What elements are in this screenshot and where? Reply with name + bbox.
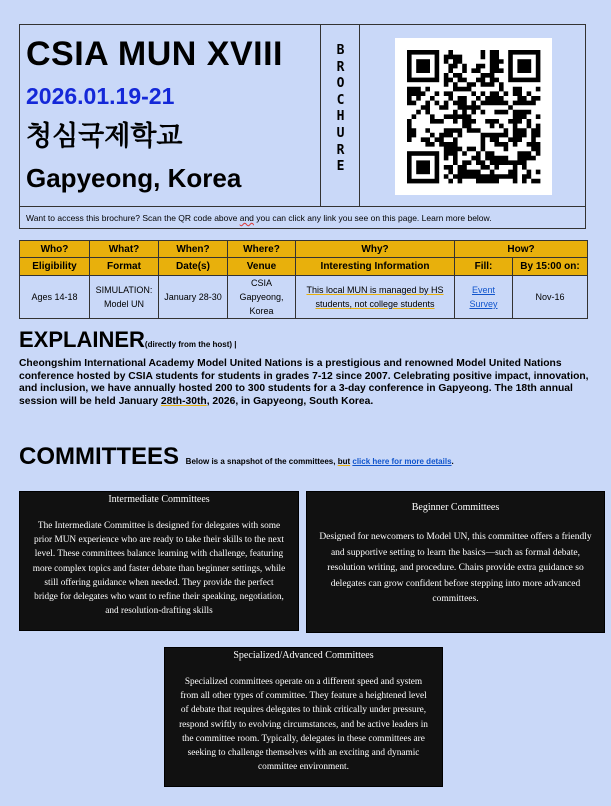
cell-format: SIMULATION: Model UN bbox=[90, 276, 159, 319]
explainer-heading: EXPLAINER(directly from the host) | bbox=[19, 327, 237, 352]
subheader-fill: Fill: bbox=[455, 258, 513, 276]
subheader-dates: Date(s) bbox=[159, 258, 228, 276]
beginner-committee-card bbox=[306, 491, 605, 633]
vertical-letter: B bbox=[336, 43, 345, 58]
qr-code-icon[interactable] bbox=[395, 38, 552, 195]
card-title: Specialized/Advanced Committees bbox=[233, 650, 374, 661]
qr-panel bbox=[360, 25, 585, 206]
header-who: Who? bbox=[20, 241, 90, 258]
card-title: Intermediate Committees bbox=[108, 494, 210, 505]
info-table bbox=[19, 240, 588, 319]
conference-title: CSIA MUN XVIII bbox=[26, 35, 283, 73]
cell-eligibility: Ages 14-18 bbox=[20, 276, 90, 319]
committees-note: Below is a snapshot of the committees, but click here for more details. bbox=[185, 457, 454, 466]
vertical-letter: E bbox=[336, 159, 345, 175]
subheader-deadline: By 15:00 on: bbox=[513, 258, 588, 276]
conference-dates: 2026.01.19-21 bbox=[26, 83, 175, 109]
conference-location: Gapyeong, Korea bbox=[26, 163, 242, 193]
table-row bbox=[20, 276, 588, 319]
header-where: Where? bbox=[228, 241, 296, 258]
school-name-korean: 청심국제학교 bbox=[26, 121, 183, 151]
header-title-panel bbox=[20, 25, 321, 206]
brochure-header bbox=[19, 24, 586, 229]
cell-venue: CSIA Gapyeong, Korea bbox=[228, 276, 296, 319]
card-title: Beginner Committees bbox=[411, 502, 500, 513]
header-why: Why? bbox=[296, 241, 455, 258]
access-note: Want to access this brochure? Scan the QR code above and you can click any link you see on this page. Learn more below. bbox=[20, 206, 585, 228]
vertical-letter: R bbox=[336, 59, 345, 75]
subheader-format: Format bbox=[90, 258, 159, 276]
explainer-source-note: (directly from the host) | bbox=[144, 340, 237, 349]
card-body: The Intermediate Committee is designed for delegates with some prior MUN experience who are ready to take their skills to the next level. These committees balance learning with challenge, featuring more complex topics and faster debate than beginner settings, while still offering guidance when needed. They provide the perfect bridge for delegates who want to refine their speaking, negotiation, and resolution-drafting skills bbox=[32, 521, 286, 617]
vertical-letter: H bbox=[336, 109, 345, 125]
card-body: Specialized committees operate on a different speed and system from all other types of committee. They feature a heightened level of debate that requires delegates to think critically under pressure, respond swiftly to evolving circumstances, and be active leaders in the committee room. Typically, delegates in these committees are seeking to challenge themselves with an exciting and dynamic committee environment. bbox=[179, 677, 428, 773]
specialized-committee-card bbox=[164, 647, 443, 787]
intermediate-committee-card bbox=[19, 491, 299, 631]
brochure-vertical-label bbox=[321, 25, 360, 206]
cell-dates: January 28-30 bbox=[159, 276, 228, 319]
committees-heading: COMMITTEES Below is a snapshot of the committees, but click here for more details. bbox=[19, 443, 454, 470]
subheader-eligibility: Eligibility bbox=[20, 258, 90, 276]
vertical-letter: R bbox=[336, 142, 345, 158]
event-survey-link[interactable]: Event Survey bbox=[455, 276, 513, 319]
subheader-info: Interesting Information bbox=[296, 258, 455, 276]
cell-info: This local MUN is managed by HS students, not college students bbox=[296, 276, 455, 319]
header-what: What? bbox=[90, 241, 159, 258]
card-body: Designed for newcomers to Model UN, this committee offers a friendly and supportive setting to learn the basics—such as formal debate, resolution writing, and procedure. Chairs provide extra guidance so delegates can grow confident before stepping into more advanced committees. bbox=[319, 532, 592, 604]
committees-details-link[interactable]: click here for more details bbox=[352, 457, 452, 466]
header-how: How? bbox=[455, 241, 588, 258]
header-when: When? bbox=[159, 241, 228, 258]
explainer-body: Cheongshim International Academy Model United Nations is a prestigious and renowned Model United Nations conference hosted by CSIA students for students in grades 7-12 since 2007. Celebrating positive impact, innovation, and inclusion, we have annually hosted 200 to 300 students for a 3-day conference in Gapyeong. The 18th annual session will be held January 28th-30th, 2026, in Gapyeong, South Korea. bbox=[19, 358, 589, 407]
vertical-letter: U bbox=[336, 125, 345, 141]
subheader-venue: Venue bbox=[228, 258, 296, 276]
vertical-letter: C bbox=[336, 92, 345, 108]
cell-deadline: Nov-16 bbox=[513, 276, 588, 319]
vertical-letter: O bbox=[336, 76, 345, 92]
